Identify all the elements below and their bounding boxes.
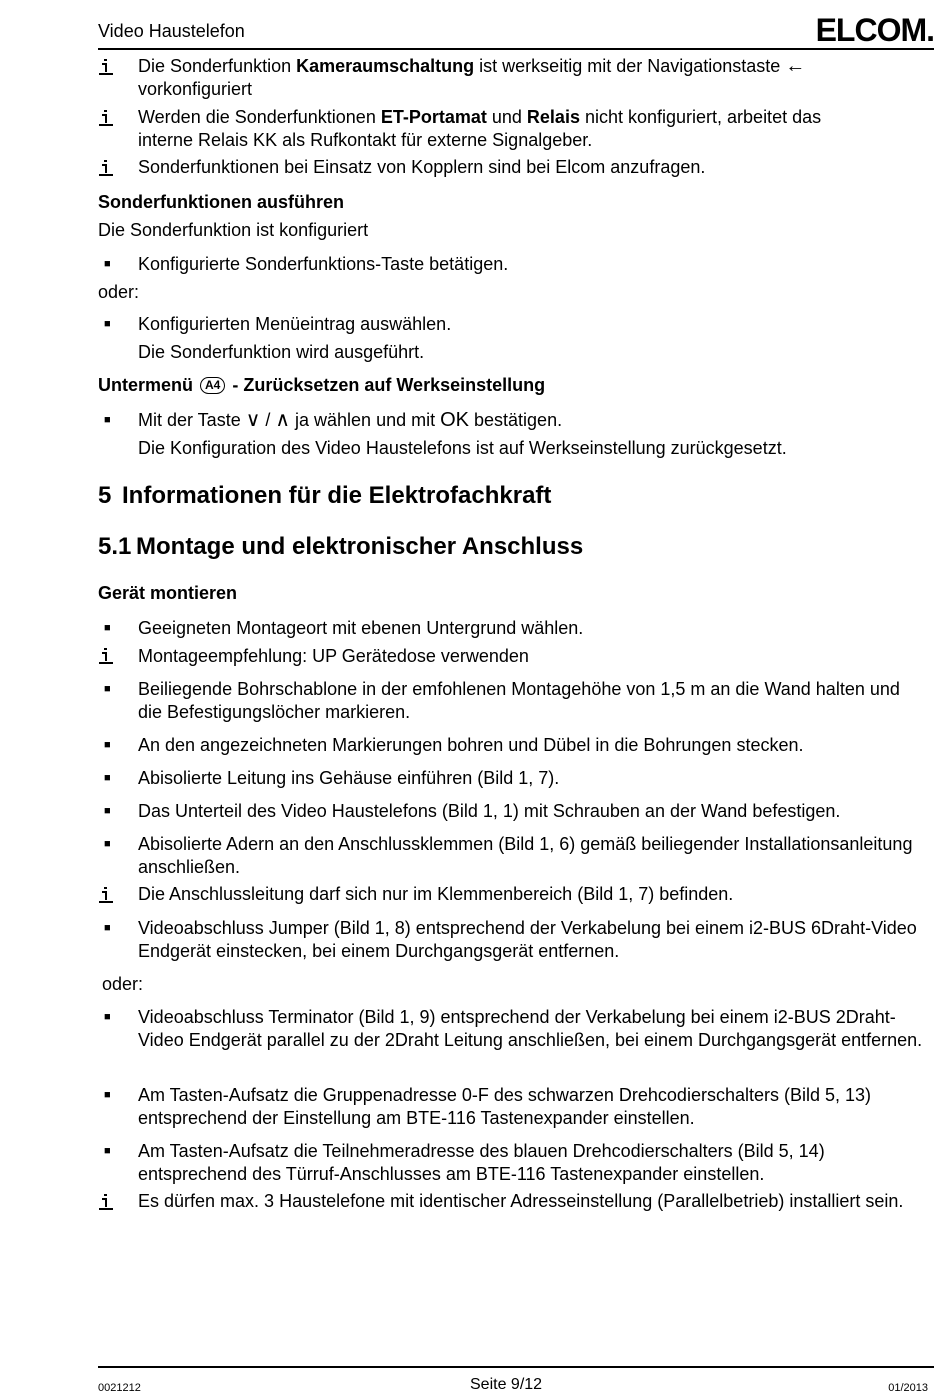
mount-step-terminator: Videoabschluss Terminator (Bild 1, 9) entsprechend der Verkabelung bei einem i2-BUS 2Draht-Video Endgerät parallel zu der 2Draht Leitung anschließen, bei einem Durchgangsgerät entfernen. [138,1007,923,1050]
mount-step-wires: Abisolierte Adern an den Anschlussklemmen (Bild 1, 6) gemäß beiliegender Installationsanleitung anschließen. [138,834,913,877]
bullet-icon: ■ [104,922,111,934]
mount-step-template: Beiliegende Bohrschablone in der emfohlenen Montagehöhe von 1,5 m an die Wand halten und die Befestigungslöcher markieren. [138,679,900,722]
bullet-icon: ■ [104,739,111,751]
bullet-icon: ■ [104,1145,111,1157]
mount-step-jumper: Videoabschluss Jumper (Bild 1, 8) entsprechend der Verkabelung bei einem i2-BUS 6Draht-Video Endgerät einstecken, bei einem Durchgangsgerät entfernen. [138,918,917,961]
info-icon [99,109,113,129]
note-camera-switch-cont: vorkonfiguriert [138,79,253,99]
bullet-icon: ■ [104,622,111,634]
mount-step-screw: Das Unterteil des Video Haustelefons (Bild 1, 1) mit Schrauben an der Wand befestigen. [138,801,841,821]
page-number: Seite 9/12 [470,1376,543,1393]
mount-step-group-address: Am Tasten-Aufsatz die Gruppenadresse 0-F des schwarzen Drehcodierschalters (Bild 5, 13) entsprechend der Einstellung am BTE-116 Tastenexpander einstellen. [138,1085,872,1128]
page-header [98,12,934,50]
or-label: oder: [102,974,144,994]
subheading-execute: Sonderfunktionen ausführen [98,192,345,212]
doc-number: 0021212 [98,1382,141,1394]
mount-note-terminal: Die Anschlussleitung darf sich nur im Klemmenbereich (Bild 1, 7) befinden. [138,884,734,904]
bullet-icon: ■ [104,1011,111,1023]
footer-rule [98,1366,934,1368]
chevron-down-icon: ∨ [245,409,261,431]
chapter-5-1-heading: 5.1 Montage und elektronischer Anschluss [98,533,584,560]
arrow-left-icon: ← [785,55,806,77]
bullet-icon: ■ [104,1089,111,1101]
bullet-icon: ■ [104,772,111,784]
note-relay: Werden die Sonderfunktionen ET-Portamat und Relais nicht konfiguriert, arbeitet das [138,107,822,127]
info-icon [99,58,113,78]
info-icon [99,647,113,667]
info-icon [99,1193,113,1213]
mount-step-drill: An den angezeichneten Markierungen bohren und Dübel in die Bohrungen stecken. [138,735,804,755]
result-executed: Die Sonderfunktion wird ausgeführt. [138,342,425,362]
mount-step-subscriber-address: Am Tasten-Aufsatz die Teilnehmeradresse des blauen Drehcodierschalters (Bild 5, 14) entsprechend des Türruf-Anschlusses am BTE-116 Tastenexpander einstellen. [138,1141,825,1184]
step-press-key: Konfigurierte Sonderfunktions-Taste betätigen. [138,254,509,274]
step-confirm-reset: Mit der Taste ∨ / ∧ ja wählen und mit OK bestätigen. [138,409,563,431]
info-icon [99,159,113,179]
subheading-mount: Gerät montieren [98,583,238,603]
or-label: oder: [98,282,140,302]
bullet-icon: ■ [104,414,111,426]
ok-key-icon: OK [440,409,470,431]
mount-step-cable: Abisolierte Leitung ins Gehäuse einführen (Bild 1, 7). [138,768,560,788]
note-camera-switch: Die Sonderfunktion Kameraumschaltung ist werkseitig mit der Navigationstaste ← [138,55,806,77]
mount-step-location: Geeigneten Montageort mit ebenen Untergrund wählen. [138,618,584,638]
result-reset: Die Konfiguration des Video Haustelefons ist auf Werkseinstellung zurückgesetzt. [138,438,787,458]
chevron-up-icon: ∧ [275,409,291,431]
bullet-icon: ■ [104,805,111,817]
note-relay-cont: interne Relais KK als Rufkontakt für externe Signalgeber. [138,130,593,150]
chapter-5-heading: 5 Informationen für die Elektrofachkraft [98,482,552,509]
bullet-icon: ■ [104,318,111,330]
subheading-reset: Untermenü A4 - Zurücksetzen auf Werkseinstellung [98,375,546,395]
info-icon [99,886,113,906]
mount-note-box: Montageempfehlung: UP Gerätedose verwenden [138,646,529,666]
doc-date: 01/2013 [888,1382,928,1394]
elcom-logo: ELCOM. [815,12,934,48]
step-select-menu: Konfigurierten Menüeintrag auswählen. [138,314,452,334]
menu-badge: A4 [200,377,225,394]
precondition: Die Sonderfunktion ist konfiguriert [98,220,369,240]
mount-note-parallel: Es dürfen max. 3 Haustelefone mit identischer Adresseinstellung (Parallelbetrieb) installiert sein. [138,1191,904,1211]
header-title: Video Haustelefon [98,21,245,41]
bullet-icon: ■ [104,838,111,850]
note-couplers: Sonderfunktionen bei Einsatz von Kopplern sind bei Elcom anzufragen. [138,157,706,177]
bullet-icon: ■ [104,683,111,695]
bullet-icon: ■ [104,258,111,270]
